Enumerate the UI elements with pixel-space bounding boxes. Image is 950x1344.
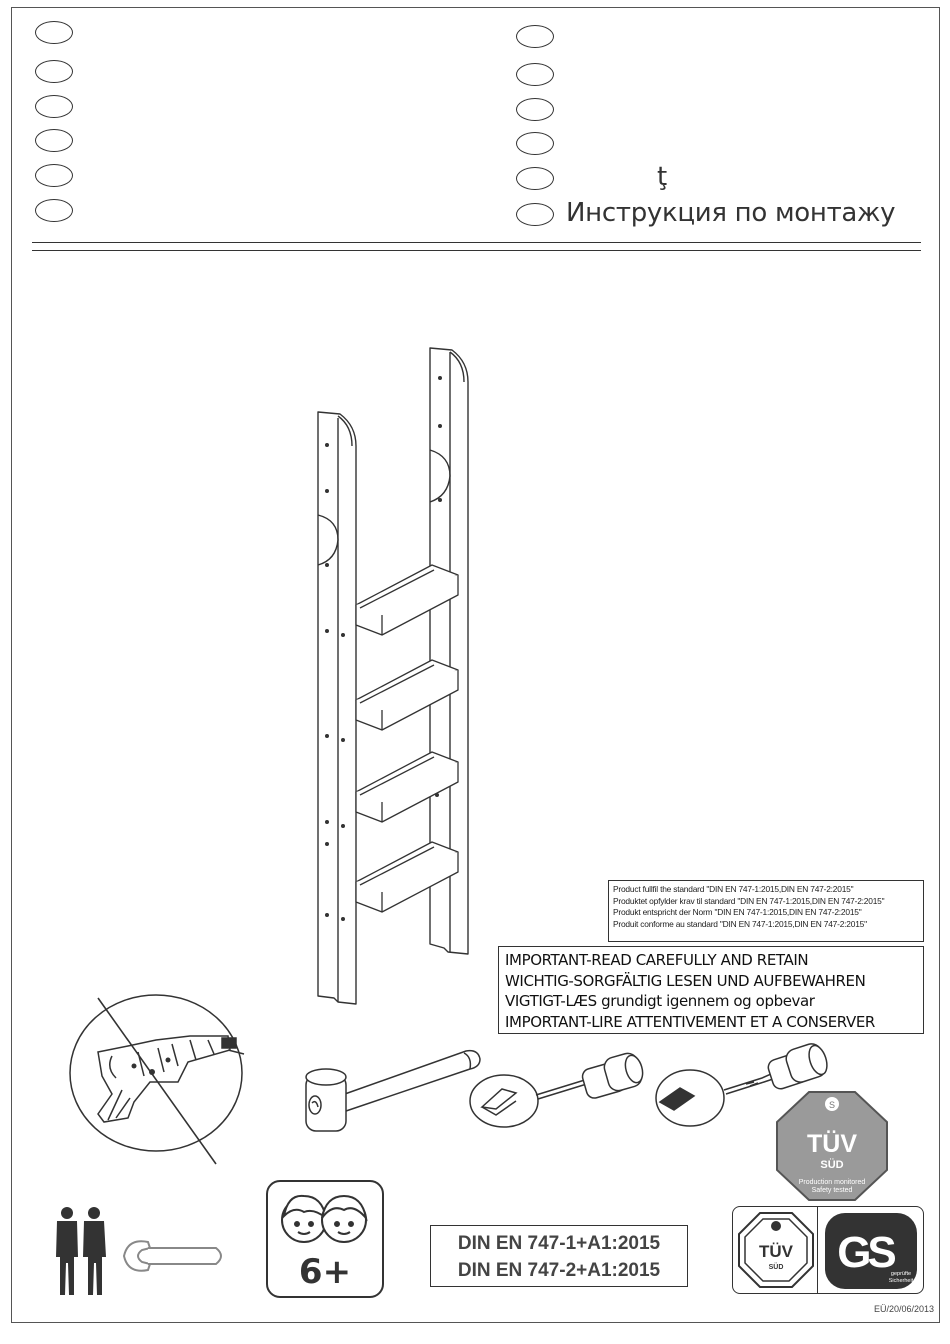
gs-caption: Sicherheit [888,1278,914,1284]
certification-line: Produktet opfylder krav til standard "DIN EN 747-1:2015,DIN EN 747-2:2015" [613,895,885,906]
tuv-mark-text: TÜV [807,1130,857,1158]
tuv-production-monitored-icon [775,1090,889,1202]
tuv-caption: Safety tested [811,1187,853,1194]
age-badge [266,1180,384,1298]
warning-line: IMPORTANT-LIRE ATTENTIVEMENT ET A CONSERVER [505,1012,875,1031]
din-standards-box [430,1225,688,1287]
wrench-icon [120,1232,230,1282]
no-drill-icon [68,990,248,1170]
language-title-russian: Инструкция по монтажу [566,198,896,228]
badge-divider [817,1207,818,1293]
hammer-icon [298,1045,488,1135]
important-warning-box [498,946,924,1034]
warning-line: WICHTIG-SORGFÄLTIG LESEN UND AUFBEWAHREN [505,971,866,990]
two-persons-icon [54,1205,108,1297]
din-standard-line: DIN EN 747-2+A1:2015 [457,1260,661,1281]
din-standard-line: DIN EN 747-1+A1:2015 [457,1233,661,1254]
tuv-sud-text: SÜD [820,1159,844,1171]
warning-line: IMPORTANT-READ CAREFULLY AND RETAIN [505,951,809,969]
certification-line: Product fullfil the standard "DIN EN 747-1:2015,DIN EN 747-2:2015" [613,884,854,894]
tuv-gs-badge [732,1206,924,1294]
certification-line: Produkt entspricht der Norm "DIN EN 747-1:2015,DIN EN 747-2:2015" [613,907,862,918]
age-label: 6+ [298,1252,352,1292]
gs-caption: geprüfte [890,1271,912,1277]
gs-mark-icon [821,1209,921,1293]
flat-screwdriver-icon [466,1045,646,1135]
svg-text:S: S [828,1100,836,1110]
tuv-small-mark: TÜV [759,1242,793,1261]
document-code: EÜ/20/06/2013 [873,1304,934,1314]
tuv-small-sud: SÜD [768,1264,784,1271]
certification-box [608,880,924,942]
language-title-fragment: ţ [657,162,668,192]
gs-mark-text: GS [837,1228,893,1277]
tuv-caption: Production monitored [798,1179,866,1186]
children-faces-icon [274,1188,374,1248]
tuv-octagon-icon [737,1211,815,1289]
certification-line: Produit conforme au standard "DIN EN 747-1:2015,DIN EN 747-2:2015" [613,918,867,929]
warning-line: VIGTIGT-LÆS grundigt igennem og opbevar [505,992,815,1010]
